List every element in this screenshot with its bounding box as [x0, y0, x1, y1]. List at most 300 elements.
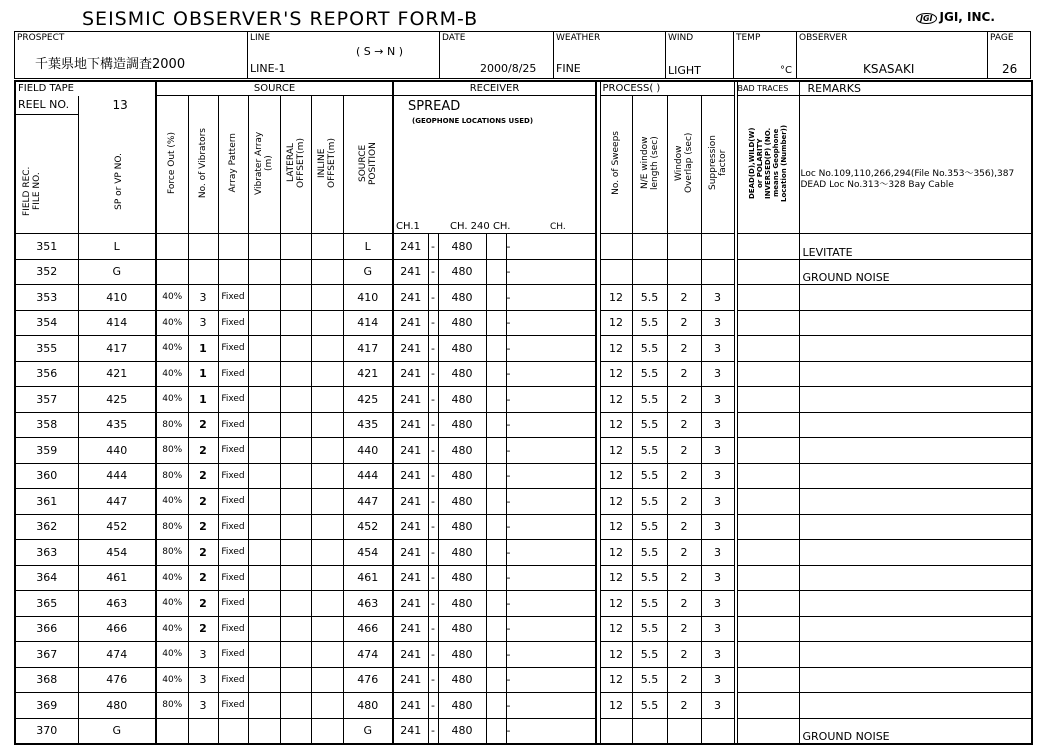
pattern-cell — [218, 259, 248, 285]
force-cell — [156, 234, 188, 260]
sp-no-cell: G — [78, 259, 156, 285]
remark-cell — [799, 642, 1032, 668]
ne-window-cell: 5.5 — [632, 540, 667, 566]
ne-header — [632, 96, 667, 234]
force-cell: 80% — [156, 693, 188, 719]
ch-end-cell: - — [506, 718, 596, 744]
range-dash-cell: - — [428, 667, 438, 693]
force-cell: 40% — [156, 667, 188, 693]
receiver-section-title: RECEIVER — [393, 81, 596, 96]
sweeps-cell: 12 — [600, 540, 632, 566]
lateral-cell — [280, 438, 311, 464]
sweeps-cell — [600, 718, 632, 744]
sp-no-cell: 414 — [78, 310, 156, 336]
bad-traces-cell — [737, 718, 799, 744]
sp-no-cell: 463 — [78, 591, 156, 617]
remark-cell — [799, 693, 1032, 719]
ch1-cell: 241 — [393, 310, 428, 336]
inline-cell — [311, 259, 343, 285]
vibrators-cell: 1 — [188, 387, 218, 413]
vibrators-cell: 1 — [188, 361, 218, 387]
spacer-cell — [486, 387, 506, 413]
page-cell — [988, 32, 1032, 78]
pattern-cell: Fixed — [218, 514, 248, 540]
sweeps-cell: 12 — [600, 285, 632, 311]
wind-label: WIND — [668, 33, 694, 43]
bad-traces-cell — [737, 285, 799, 311]
ch240-cell: 480 — [438, 438, 486, 464]
table-row — [15, 285, 1032, 311]
sp-no-cell: 474 — [78, 642, 156, 668]
file-no-cell: 369 — [15, 693, 78, 719]
vibrators-cell: 3 — [188, 310, 218, 336]
table-row — [15, 565, 1032, 591]
pattern-cell: Fixed — [218, 667, 248, 693]
overlap-cell: 2 — [667, 489, 701, 515]
vibrators-cell: 3 — [188, 285, 218, 311]
spread-label: SPREAD — [408, 99, 461, 114]
vibrators-cell: 2 — [188, 616, 218, 642]
vib-array-cell — [248, 642, 280, 668]
ne-window-cell: 5.5 — [632, 616, 667, 642]
vib-array-cell — [248, 489, 280, 515]
data-rows — [15, 234, 1032, 745]
suppression-cell: 3 — [701, 387, 734, 413]
ch240-cell: 480 — [438, 718, 486, 744]
spacer-cell — [486, 259, 506, 285]
bad-traces-cell — [737, 642, 799, 668]
overlap-cell: 2 — [667, 336, 701, 362]
force-cell — [156, 718, 188, 744]
table-row — [15, 463, 1032, 489]
range-dash-cell: - — [428, 489, 438, 515]
page-value: 26 — [1002, 62, 1018, 76]
sweeps-cell: 12 — [600, 438, 632, 464]
vibrators-cell: 2 — [188, 591, 218, 617]
bad-traces-cell — [737, 489, 799, 515]
source-position-cell: 476 — [343, 667, 393, 693]
range-dash-cell: - — [428, 565, 438, 591]
overlap-cell: 2 — [667, 565, 701, 591]
force-cell: 40% — [156, 361, 188, 387]
inline-cell — [311, 310, 343, 336]
suppression-cell: 3 — [701, 438, 734, 464]
ch-end-cell: - — [506, 285, 596, 311]
inline-cell — [311, 412, 343, 438]
force-cell: 40% — [156, 310, 188, 336]
bad-traces-cell — [737, 412, 799, 438]
range-dash-cell: - — [428, 591, 438, 617]
file-no-cell: 364 — [15, 565, 78, 591]
ch1-cell: 241 — [393, 259, 428, 285]
pattern-cell: Fixed — [218, 540, 248, 566]
table-row — [15, 514, 1032, 540]
lateral-cell — [280, 336, 311, 362]
suppression-cell: 3 — [701, 616, 734, 642]
remark-cell — [799, 285, 1032, 311]
vibrators-cell: 2 — [188, 514, 218, 540]
bad-traces-cell — [737, 234, 799, 260]
source-position-cell: 474 — [343, 642, 393, 668]
force-cell: 80% — [156, 540, 188, 566]
bad-traces-cell — [737, 361, 799, 387]
inline-cell — [311, 438, 343, 464]
ch240-cell: 480 — [438, 565, 486, 591]
remark-cell — [799, 310, 1032, 336]
company-logo — [916, 10, 995, 24]
vib-array-cell — [248, 259, 280, 285]
spacer-cell — [486, 642, 506, 668]
suppression-cell — [701, 718, 734, 744]
overlap-cell: 2 — [667, 540, 701, 566]
line-value: LINE-1 — [250, 62, 286, 75]
ch1-cell: 241 — [393, 667, 428, 693]
vibrators-cell: 3 — [188, 667, 218, 693]
file-no-cell: 358 — [15, 412, 78, 438]
ch240-cell: 480 — [438, 259, 486, 285]
ch240-cell: 480 — [438, 540, 486, 566]
spacer-cell — [486, 616, 506, 642]
inline-cell — [311, 540, 343, 566]
suppression-cell: 3 — [701, 361, 734, 387]
date-value: 2000/8/25 — [480, 62, 537, 75]
spacer-cell — [486, 718, 506, 744]
force-cell: 40% — [156, 591, 188, 617]
ch240-cell: 480 — [438, 489, 486, 515]
table-row — [15, 489, 1032, 515]
overlap-cell: 2 — [667, 438, 701, 464]
table-row — [15, 616, 1032, 642]
range-dash-cell: - — [428, 285, 438, 311]
range-dash-cell: - — [428, 336, 438, 362]
file-no-cell: 351 — [15, 234, 78, 260]
spacer-cell — [486, 463, 506, 489]
ch1-cell: 241 — [393, 336, 428, 362]
sp-no-cell: 435 — [78, 412, 156, 438]
file-no-cell: 366 — [15, 616, 78, 642]
ne-window-cell: 5.5 — [632, 591, 667, 617]
range-dash-cell: - — [428, 310, 438, 336]
inline-cell — [311, 489, 343, 515]
remark-cell: GROUND NOISE — [799, 259, 1032, 285]
reel-divider — [16, 114, 78, 115]
bad-traces-cell — [737, 540, 799, 566]
lateral-cell — [280, 540, 311, 566]
remark-cell — [799, 591, 1032, 617]
ch240-cell: 480 — [438, 234, 486, 260]
sweeps-cell: 12 — [600, 489, 632, 515]
suppression-cell: 3 — [701, 463, 734, 489]
range-dash-cell: - — [428, 412, 438, 438]
suppression-cell: 3 — [701, 540, 734, 566]
prospect-label: PROSPECT — [17, 33, 65, 43]
overlap-cell: 2 — [667, 616, 701, 642]
force-cell: 40% — [156, 642, 188, 668]
remarks-title: REMARKS — [799, 81, 1032, 96]
ch-end-cell: - — [506, 387, 596, 413]
overlap-cell: 2 — [667, 310, 701, 336]
spacer-cell — [486, 234, 506, 260]
inline-cell — [311, 234, 343, 260]
vib-array-cell — [248, 718, 280, 744]
pattern-cell: Fixed — [218, 285, 248, 311]
file-no-cell: 354 — [15, 310, 78, 336]
overlap-cell: 2 — [667, 387, 701, 413]
ch1-cell: 241 — [393, 514, 428, 540]
file-no-cell: 365 — [15, 591, 78, 617]
vibrators-cell — [188, 718, 218, 744]
lateral-cell — [280, 412, 311, 438]
table-row — [15, 310, 1032, 336]
ch240-label: CH. 240 CH. — [450, 221, 511, 232]
ch-end-label: CH. — [550, 222, 566, 232]
ch-end-cell: - — [506, 540, 596, 566]
overlap-cell: 2 — [667, 361, 701, 387]
table-row — [15, 667, 1032, 693]
file-no-cell: 367 — [15, 642, 78, 668]
ch-end-cell: - — [506, 642, 596, 668]
vib-array-cell — [248, 387, 280, 413]
remark-cell — [799, 463, 1032, 489]
suppression-cell: 3 — [701, 591, 734, 617]
remark-cell: LEVITATE — [799, 234, 1032, 260]
table-row — [15, 591, 1032, 617]
ne-window-cell: 5.5 — [632, 514, 667, 540]
ch1-cell: 241 — [393, 234, 428, 260]
overlap-label: Window Overlap (sec) — [674, 132, 694, 194]
ch240-cell: 480 — [438, 336, 486, 362]
ch1-cell: 241 — [393, 412, 428, 438]
suppression-cell — [701, 234, 734, 260]
sweeps-cell: 12 — [600, 310, 632, 336]
table-row — [15, 234, 1032, 260]
ch1-cell: 241 — [393, 438, 428, 464]
remark-cell — [799, 540, 1032, 566]
range-dash-cell: - — [428, 361, 438, 387]
line-direction: ( S → N ) — [356, 45, 403, 58]
range-dash-cell: - — [428, 642, 438, 668]
ne-window-cell: 5.5 — [632, 463, 667, 489]
field-tape-label: FIELD TAPE — [15, 81, 156, 96]
sp-no-cell: 461 — [78, 565, 156, 591]
sweeps-header — [600, 96, 632, 234]
file-no-cell: 360 — [15, 463, 78, 489]
pattern-cell: Fixed — [218, 361, 248, 387]
temp-value: °C — [780, 65, 792, 76]
vibrators-cell: 2 — [188, 463, 218, 489]
suppression-cell: 3 — [701, 514, 734, 540]
bad-traces-cell — [737, 591, 799, 617]
line-cell — [248, 32, 440, 78]
ch-end-cell: - — [506, 667, 596, 693]
ch240-cell: 480 — [438, 693, 486, 719]
lateral-cell — [280, 259, 311, 285]
source-position-cell: 435 — [343, 412, 393, 438]
remarks-note: Loc No.109,110,266,294(File No.353〜356),387 DEAD Loc No.313〜328 Bay Cable — [799, 96, 1032, 234]
inline-cell — [311, 616, 343, 642]
weather-cell — [554, 32, 666, 78]
pattern-cell: Fixed — [218, 565, 248, 591]
vibrators-cell: 1 — [188, 336, 218, 362]
file-no-cell: 362 — [15, 514, 78, 540]
sweeps-cell: 12 — [600, 667, 632, 693]
ch240-cell: 480 — [438, 667, 486, 693]
lateral-cell — [280, 514, 311, 540]
bad-traces-cell — [737, 387, 799, 413]
table-row — [15, 412, 1032, 438]
suppression-cell: 3 — [701, 336, 734, 362]
source-position-cell: G — [343, 259, 393, 285]
pattern-cell: Fixed — [218, 489, 248, 515]
inline-cell — [311, 693, 343, 719]
ne-window-cell: 5.5 — [632, 361, 667, 387]
inline-cell — [311, 463, 343, 489]
suppression-cell: 3 — [701, 693, 734, 719]
sp-no-cell: 466 — [78, 616, 156, 642]
table-row — [15, 259, 1032, 285]
sp-no-cell: 444 — [78, 463, 156, 489]
bad-traces-label: DEAD(D),WILD(W) or POLARITY INVERSED(P) (NO. means Geophone Location (Number)) — [748, 124, 788, 202]
prospect-value: 千葉県地下構造調査2000 — [35, 57, 186, 72]
ch-end-cell: - — [506, 514, 596, 540]
file-no-cell: 353 — [15, 285, 78, 311]
overlap-cell: 2 — [667, 693, 701, 719]
overlap-cell: 2 — [667, 642, 701, 668]
bad-traces-cell — [737, 438, 799, 464]
vibrators-cell: 3 — [188, 693, 218, 719]
ne-window-cell: 5.5 — [632, 642, 667, 668]
ch240-cell: 480 — [438, 285, 486, 311]
sweeps-cell — [600, 259, 632, 285]
sp-no-cell: 440 — [78, 438, 156, 464]
bad-traces-cell — [737, 565, 799, 591]
inline-cell — [311, 285, 343, 311]
source-position-cell: L — [343, 234, 393, 260]
table-row — [15, 642, 1032, 668]
file-no-cell: 352 — [15, 259, 78, 285]
page-label: PAGE — [990, 33, 1014, 43]
wind-cell — [666, 32, 734, 78]
observer-label: OBSERVER — [799, 33, 848, 43]
sweeps-cell: 12 — [600, 514, 632, 540]
sp-header — [78, 96, 156, 234]
report-header — [14, 31, 1031, 79]
spacer-cell — [486, 591, 506, 617]
pattern-cell: Fixed — [218, 693, 248, 719]
ch240-cell: 480 — [438, 310, 486, 336]
spacer-cell — [486, 361, 506, 387]
ch1-cell: 241 — [393, 693, 428, 719]
force-cell: 80% — [156, 438, 188, 464]
force-label: Force Out (%) — [167, 132, 178, 194]
ch240-cell: 480 — [438, 514, 486, 540]
bad-traces-cell — [737, 310, 799, 336]
pattern-cell — [218, 718, 248, 744]
vibrators-cell: 3 — [188, 642, 218, 668]
vib-array-cell — [248, 693, 280, 719]
sp-no-cell: L — [78, 234, 156, 260]
ch1-cell: 241 — [393, 616, 428, 642]
ch240-cell: 480 — [438, 463, 486, 489]
vib-array-cell — [248, 438, 280, 464]
remark-cell: GROUND NOISE — [799, 718, 1032, 744]
inline-cell — [311, 565, 343, 591]
sweeps-cell — [600, 234, 632, 260]
ne-window-cell: 5.5 — [632, 565, 667, 591]
force-cell: 40% — [156, 565, 188, 591]
remark-cell — [799, 616, 1032, 642]
lateral-header — [280, 96, 311, 234]
spacer-cell — [486, 693, 506, 719]
source-position-cell: G — [343, 718, 393, 744]
prospect-cell — [15, 32, 248, 78]
date-cell — [440, 32, 554, 78]
lateral-cell — [280, 489, 311, 515]
sweeps-cell: 12 — [600, 361, 632, 387]
form-title: SEISMIC OBSERVER'S REPORT FORM-B — [82, 8, 479, 30]
ch1-cell: 241 — [393, 489, 428, 515]
lateral-cell — [280, 718, 311, 744]
ch-end-cell: - — [506, 616, 596, 642]
ch1-cell: 241 — [393, 565, 428, 591]
pattern-cell: Fixed — [218, 438, 248, 464]
ch240-cell: 480 — [438, 387, 486, 413]
ne-window-cell: 5.5 — [632, 336, 667, 362]
range-dash-cell: - — [428, 693, 438, 719]
source-position-cell: 410 — [343, 285, 393, 311]
sp-no-cell: 480 — [78, 693, 156, 719]
lateral-cell — [280, 463, 311, 489]
pattern-label: Array Pattern — [228, 133, 238, 193]
remark-cell — [799, 438, 1032, 464]
ch-end-cell: - — [506, 489, 596, 515]
vib-array-cell — [248, 412, 280, 438]
spacer-cell — [486, 438, 506, 464]
suppression-cell: 3 — [701, 310, 734, 336]
sweeps-cell: 12 — [600, 642, 632, 668]
file-no-label: FIELD REC. FILE NO. — [22, 166, 42, 216]
table-row — [15, 718, 1032, 744]
pattern-header — [218, 96, 248, 234]
pattern-cell: Fixed — [218, 591, 248, 617]
ch-end-cell: - — [506, 259, 596, 285]
vib-array-cell — [248, 336, 280, 362]
overlap-cell: 2 — [667, 463, 701, 489]
remark-cell — [799, 514, 1032, 540]
lateral-cell — [280, 591, 311, 617]
suppression-cell: 3 — [701, 565, 734, 591]
overlap-cell: 2 — [667, 412, 701, 438]
ch1-cell: 241 — [393, 591, 428, 617]
temp-cell — [734, 32, 797, 78]
ch-end-cell: - — [506, 234, 596, 260]
source-position-cell: 425 — [343, 387, 393, 413]
company-logo-mark: JGI — [916, 13, 937, 24]
remark-cell — [799, 565, 1032, 591]
vib-array-cell — [248, 463, 280, 489]
temp-label: TEMP — [736, 33, 761, 43]
vib-header — [188, 96, 218, 234]
file-no-cell: 363 — [15, 540, 78, 566]
overlap-cell — [667, 718, 701, 744]
vibrators-cell: 2 — [188, 540, 218, 566]
file-no-header — [15, 96, 78, 234]
process-section-title: PROCESS( ) — [600, 81, 734, 96]
inline-cell — [311, 718, 343, 744]
force-cell: 80% — [156, 412, 188, 438]
sp-no-cell: 447 — [78, 489, 156, 515]
vib-array-cell — [248, 667, 280, 693]
